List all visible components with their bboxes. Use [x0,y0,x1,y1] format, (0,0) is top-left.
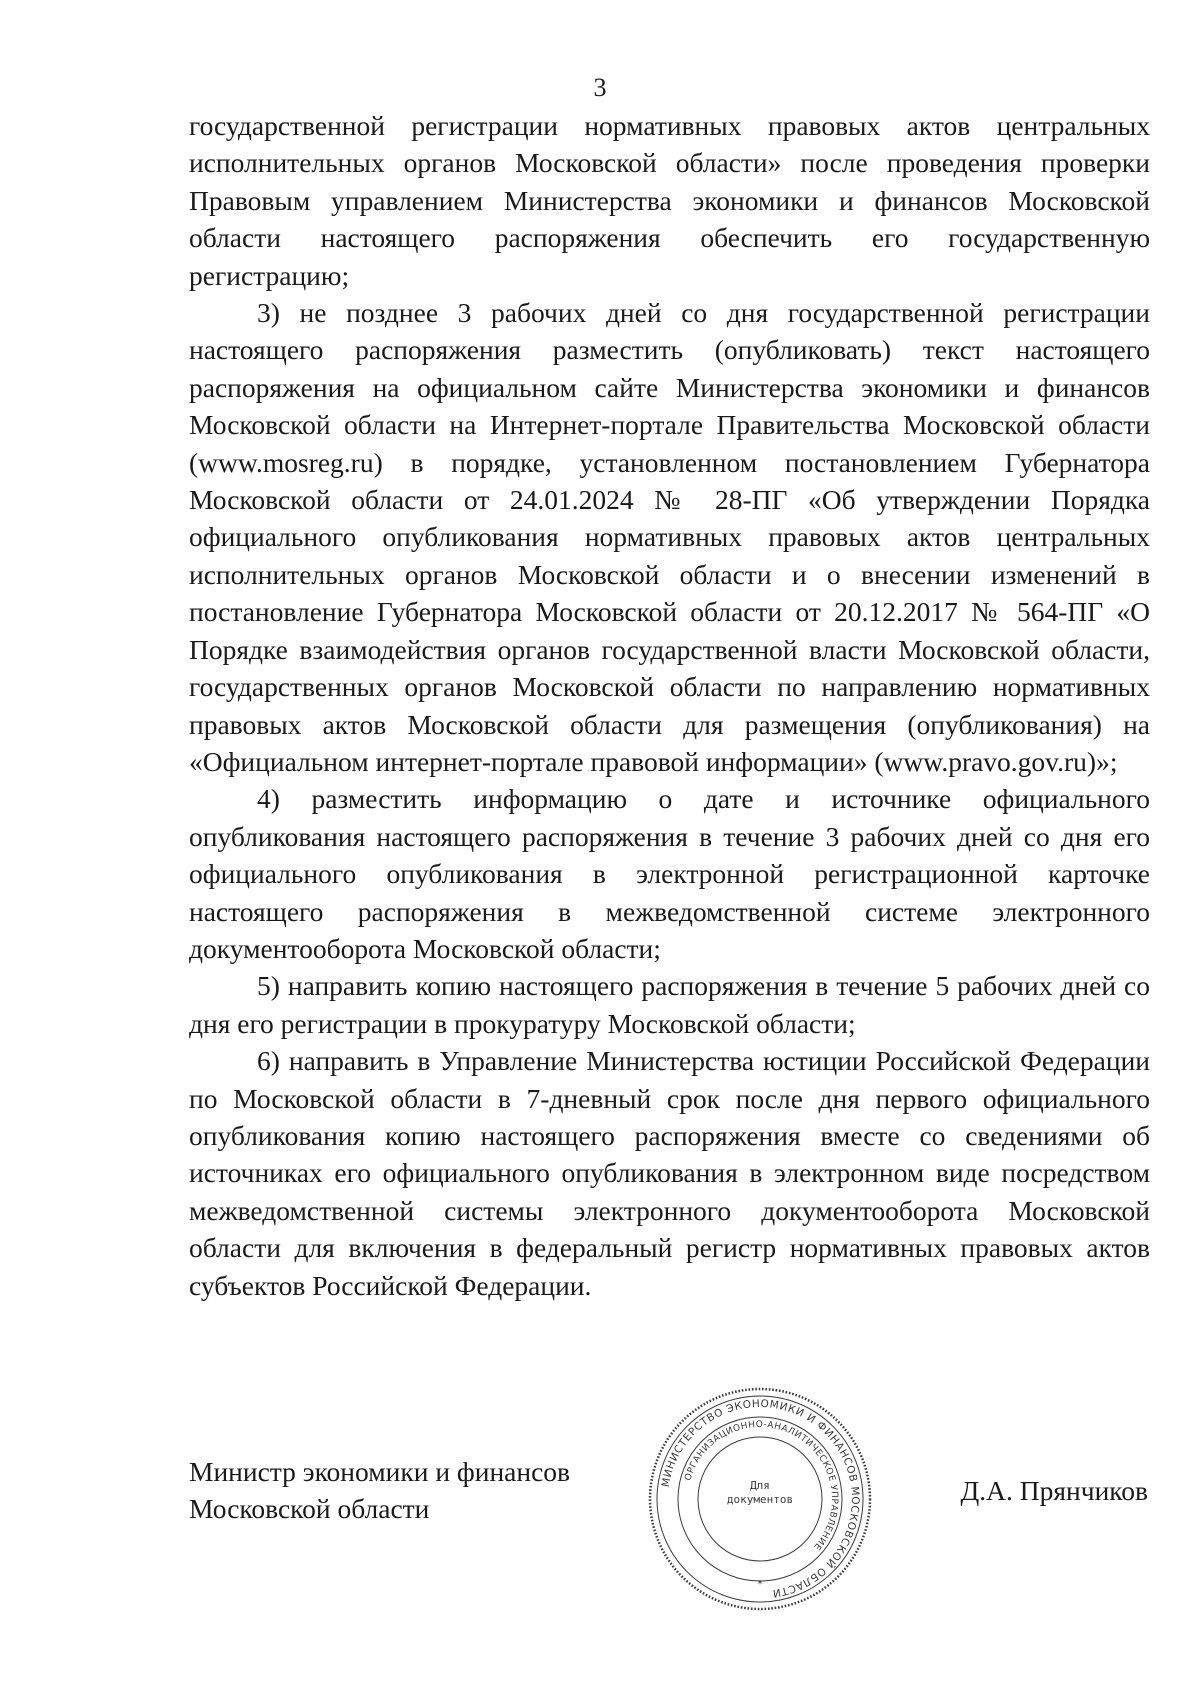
svg-text:*: * [757,1579,763,1590]
paragraph-item-4: 4) разместить информацию о дате и источнике официального опубликования настоящего распоряжения в течение 3 рабочих дней со дня его официального опубликования в электронной регистрационной карточке настоящего распоряжения в межведомственной системе электронного документооборота Московской области; [189,783,1150,964]
paragraph-item-5: 5) направить копию настоящего распоряжения в течение 5 рабочих дней со дня его регистрации в прокуратуру Московской области; [189,970,1150,1039]
seal-center [646,1479,874,1507]
seal-center-line-1: Для [750,1479,770,1492]
seal-center-line-2: документов [726,1493,794,1506]
seal-outer-text: МИНИСТЕРСТВО ЭКОНОМИКИ И ФИНАНСОВ МОСКОВСКОЙ ОБЛАСТИ [659,1397,862,1600]
paragraph-continuation: государственной регистрации нормативных правовых актов центральных исполнительных органов Московской области» после проведения проверки Правовым управлением Министерства экономики и финансов Московской области настоящего распоряжения обеспечить его государственную регистрацию; [189,110,1150,291]
signatory-position-line-2: Московской области [189,1493,430,1524]
paragraph-item-6: 6) направить в Управление Министерства юстиции Российской Федерации по Московской области в 7-дневный срок после дня первого официального опубликования копию настоящего распоряжения вместе со сведениями об источниках его официального опубликования в электронном виде посредством межведомственной системы электронного документооборота Московской области для включения в федеральный регистр нормативных правовых актов субъектов Российской Федерации. [189,1045,1150,1301]
signatory-name: Д.А. Прянчиков [960,1475,1148,1506]
signatory-position [189,1453,570,1527]
document-body [189,107,1150,1304]
seal-inner-text: ОРГАНИЗАЦИОННО-АНАЛИТИЧЕСКОЕ УПРАВЛЕНИЕ [683,1419,840,1552]
paragraph-item-3: 3) не позднее 3 рабочих дней со дня государственной регистрации настоящего распоряжения разместить (опубликовать) текст настоящего распоряжения на официальном сайте Министерства экономики и финансов Московской области на Интернет-портале Правительства Московской области (www.mosreg.ru) в порядке, установленном постановлением Губернатора Московской области от 24.01.2024 № 28-ПГ «Об утверждении Порядка официального опубликования нормативных правовых актов центральных исполнительных органов Московской области и о внесении изменений в постановление Губернатора Московской области от 20.12.2017 № 564-ПГ «О Порядке взаимодействия органов государственной власти Московской области, государственных органов Московской области по направлению нормативных правовых актов Московской области для размещения (опубликования) на «Официальном интернет-портале правовой информации» (www.pravo.gov.ru)»; [189,297,1150,777]
official-seal [646,1385,874,1613]
page-number: 3 [593,73,607,102]
signatory-position-line-1: Министр экономики и финансов [189,1456,571,1487]
